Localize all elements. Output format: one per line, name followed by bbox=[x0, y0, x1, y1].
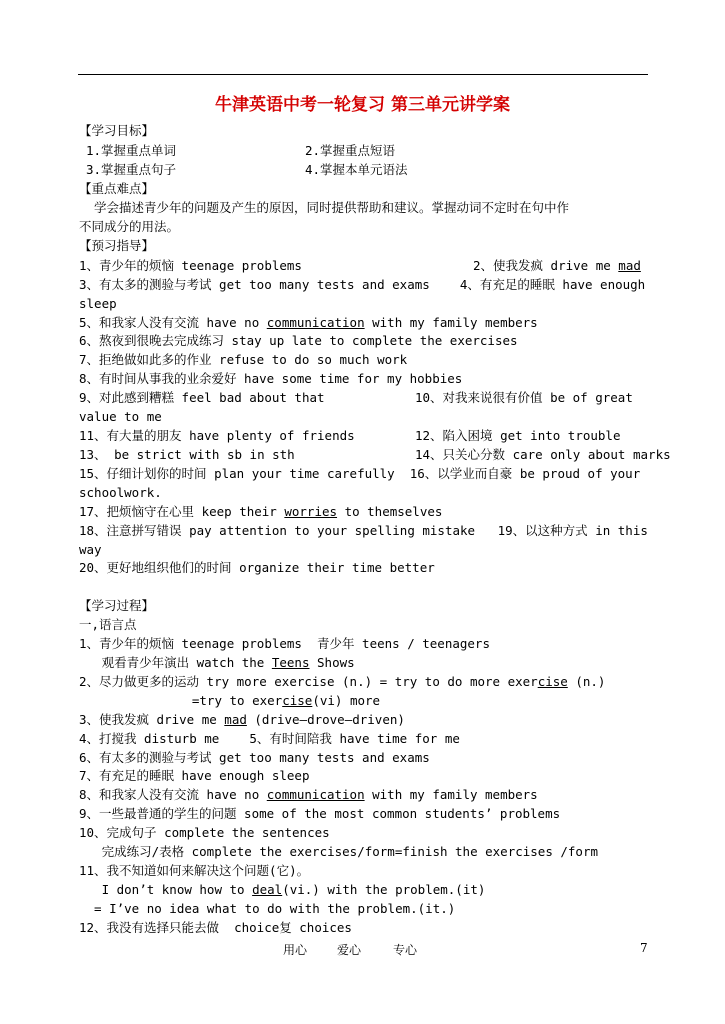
preview-heading: 【预习指导】 bbox=[79, 238, 155, 253]
key-points-line-2: 不同成分的用法。 bbox=[79, 219, 180, 234]
preview-item-18-19: 18、注意拼写错误 pay attention to your spelling mistake 19、以这种方式 in this bbox=[79, 523, 648, 538]
language-points-heading: 一,语言点 bbox=[79, 617, 137, 632]
footer-text-3: 专心 bbox=[393, 943, 418, 957]
process-line-8: 7、有充足的睡眠 have enough sleep bbox=[79, 768, 310, 783]
process-line-11: 10、完成句子 complete the sentences bbox=[79, 825, 330, 840]
preview-item-14: 14、只关心分数 care only about marks bbox=[415, 447, 671, 462]
preview-item-17: 17、把烦恼守在心里 keep their worries to themselves bbox=[79, 504, 443, 519]
process-line-3: 2、尽力做更多的运动 try more exercise (n.) = try to do more exercise (n.) bbox=[79, 674, 606, 689]
objective-3: 3.掌握重点句子 bbox=[86, 162, 177, 177]
key-points-heading: 【重点难点】 bbox=[79, 181, 155, 196]
process-line-6: 4、打搅我 disturb me 5、有时间陪我 have time for me bbox=[79, 731, 460, 746]
process-line-4: =try to exercise(vi) more bbox=[79, 693, 381, 708]
preview-item-15-16: 15、仔细计划你的时间 plan your time carefully 16、以学业而自豪 be proud of your bbox=[79, 466, 641, 481]
header-rule bbox=[78, 74, 648, 75]
process-line-15: = I’ve no idea what to do with the problem.(it.) bbox=[79, 901, 456, 916]
process-line-1: 1、青少年的烦恼 teenage problems 青少年 teens / teenagers bbox=[79, 636, 490, 651]
process-line-16: 12、我没有选择只能去做 choice复 choices bbox=[79, 920, 352, 935]
key-points-line-1: 学会描述青少年的问题及产生的原因，同时提供帮助和建议。掌握动词不定时在句中作 bbox=[79, 200, 570, 215]
preview-item-20: 20、更好地组织他们的时间 organize their time better bbox=[79, 560, 435, 575]
preview-item-4-cont: sleep bbox=[79, 296, 117, 311]
objective-1: 1.掌握重点单词 bbox=[86, 143, 177, 158]
preview-item-8: 8、有时间从事我的业余爱好 have some time for my hobbies bbox=[79, 371, 463, 386]
preview-item-6: 6、熬夜到很晚去完成练习 stay up late to complete the exercises bbox=[79, 333, 518, 348]
preview-item-5: 5、和我家人没有交流 have no communication with my family members bbox=[79, 315, 538, 330]
objective-4: 4.掌握本单元语法 bbox=[305, 162, 408, 177]
preview-item-10: 10、对我来说很有价值 be of great bbox=[415, 390, 633, 405]
process-line-14: I don’t know how to deal(vi.) with the problem.(it) bbox=[79, 882, 486, 897]
preview-item-13: 13、 be strict with sb in sth bbox=[79, 447, 295, 462]
preview-item-1: 1、青少年的烦恼 teenage problems bbox=[79, 258, 302, 273]
preview-item-11: 11、有大量的朋友 have plenty of friends bbox=[79, 428, 355, 443]
process-line-2: 观看青少年演出 watch the Teens Shows bbox=[79, 655, 355, 670]
objectives-heading: 【学习目标】 bbox=[79, 123, 155, 138]
process-line-13: 11、我不知道如何来解决这个问题(它)。 bbox=[79, 863, 310, 878]
preview-item-19-cont: way bbox=[79, 542, 102, 557]
objective-2: 2.掌握重点短语 bbox=[305, 143, 396, 158]
process-line-5: 3、使我发疯 drive me mad (drive—drove—driven) bbox=[79, 712, 405, 727]
preview-item-2: 2、使我发疯 drive me mad bbox=[473, 258, 641, 273]
process-line-12: 完成练习/表格 complete the exercises/form=finish the exercises /form bbox=[79, 844, 599, 859]
process-line-9: 8、和我家人没有交流 have no communication with my family members bbox=[79, 787, 538, 802]
preview-item-3-4: 3、有太多的测验与考试 get too many tests and exams 4、有充足的睡眠 have enough bbox=[79, 277, 646, 292]
process-heading: 【学习过程】 bbox=[79, 598, 155, 613]
footer-text-2: 爱心 bbox=[337, 943, 362, 957]
preview-item-16-cont: schoolwork. bbox=[79, 485, 162, 500]
preview-item-10-cont: value to me bbox=[79, 409, 162, 424]
preview-item-7: 7、拒绝做如此多的作业 refuse to do so much work bbox=[79, 352, 408, 367]
footer-text-1: 用心 bbox=[283, 943, 308, 957]
preview-item-9: 9、对此感到糟糕 feel bad about that bbox=[79, 390, 325, 405]
page-title: 牛津英语中考一轮复习 第三单元讲学案 bbox=[215, 95, 510, 115]
process-line-7: 6、有太多的测验与考试 get too many tests and exams bbox=[79, 750, 430, 765]
preview-item-12: 12、陷入困境 get into trouble bbox=[415, 428, 621, 443]
page-number: 7 bbox=[640, 941, 648, 955]
process-line-10: 9、一些最普通的学生的问题 some of the most common students’ problems bbox=[79, 806, 561, 821]
